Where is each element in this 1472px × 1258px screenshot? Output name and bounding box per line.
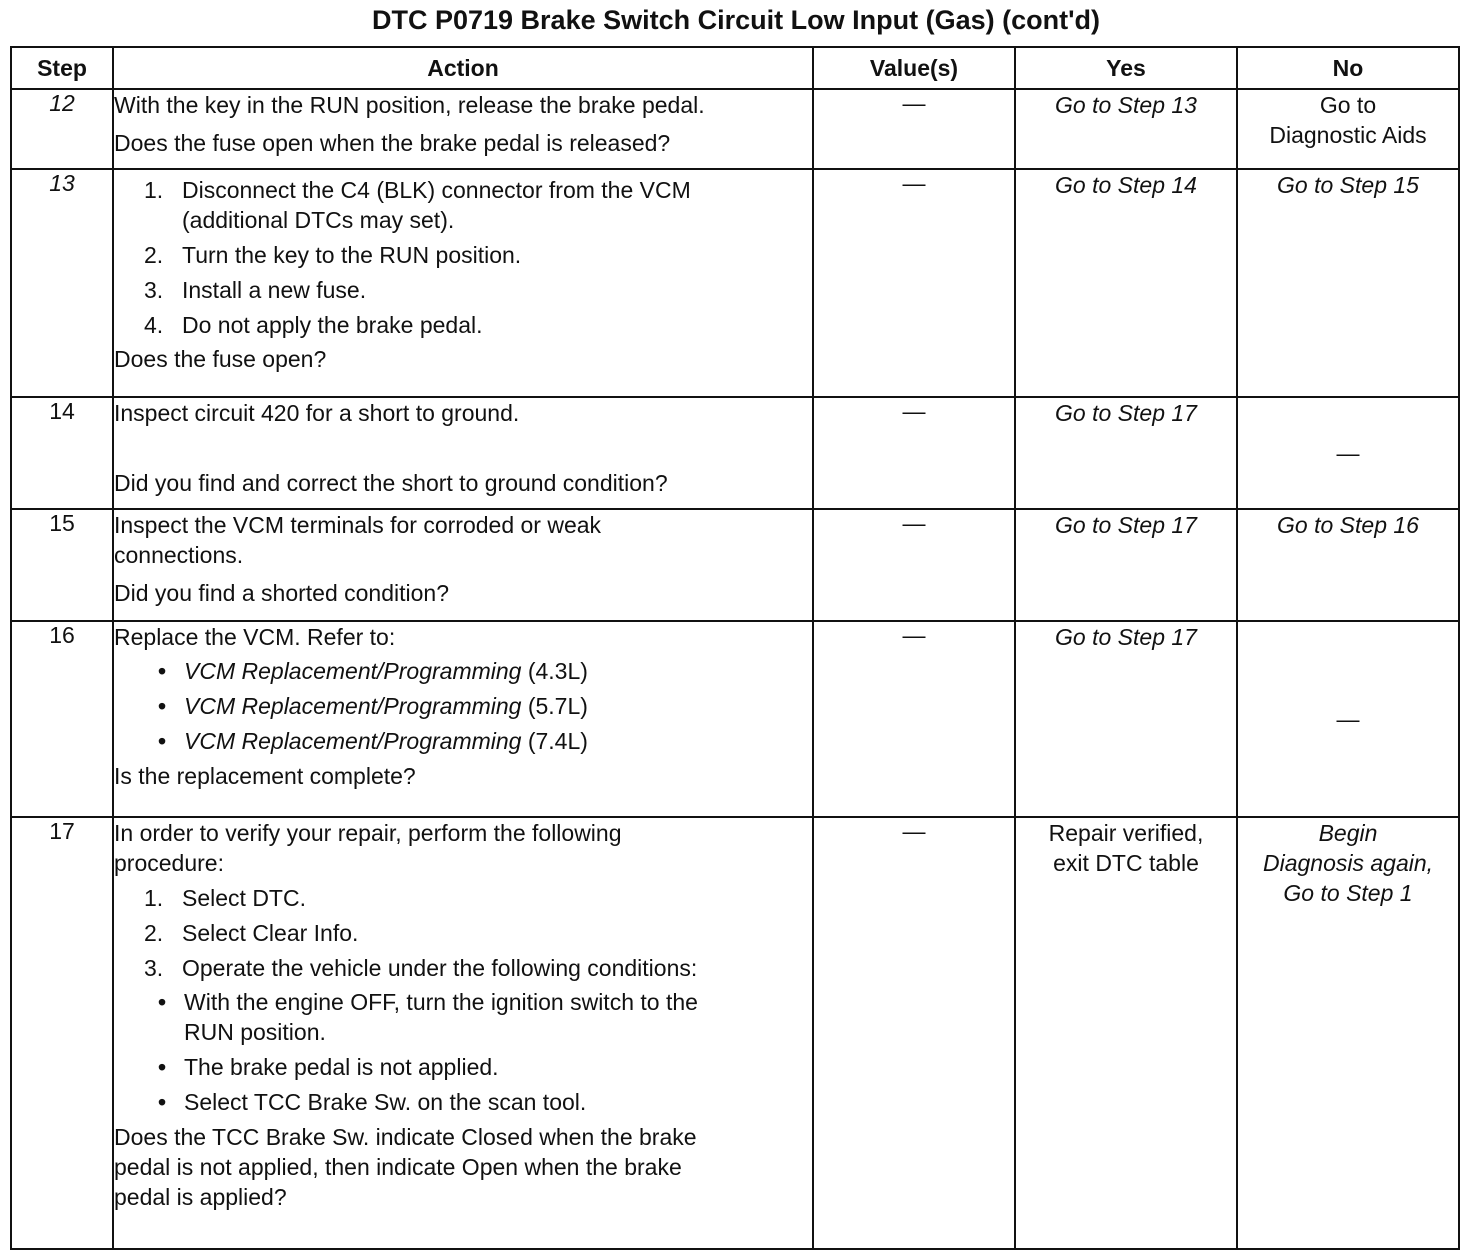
- no-text: Go to Step 15: [1277, 172, 1419, 198]
- no-text: —: [1336, 705, 1360, 732]
- list-item: [114, 175, 812, 235]
- value-text: —: [902, 510, 926, 536]
- yes-text: Go to Step 17: [1055, 512, 1197, 538]
- table-row: [11, 89, 1459, 169]
- action-question: Did you find a shorted condition?: [114, 580, 449, 606]
- action-question: pedal is applied?: [114, 1184, 287, 1210]
- yes-cell: [1015, 621, 1237, 817]
- action-text: In order to verify your repair, perform the following: [114, 820, 622, 846]
- no-cell: [1237, 509, 1459, 621]
- list-item: [114, 883, 812, 913]
- no-text: Go to: [1319, 92, 1377, 118]
- no-text: Go to Step 16: [1277, 512, 1419, 538]
- action-text: connections.: [114, 542, 244, 568]
- list-item: [114, 953, 812, 983]
- value-cell: [813, 169, 1015, 397]
- reference-link-text: VCM Replacement/Programming: [184, 658, 522, 684]
- header-values: Value(s): [813, 47, 1015, 89]
- list-text: (4.3L): [521, 658, 588, 684]
- list-item: • VCM Replacement/Programming (5.7L): [158, 693, 588, 719]
- step-number: [11, 169, 113, 397]
- table-row: [11, 169, 1459, 397]
- list-text: Operate the vehicle under the following conditions:: [182, 955, 698, 981]
- value-text: —: [902, 170, 926, 196]
- action-cell: [113, 621, 813, 817]
- action-text: Replace the VCM. Refer to:: [114, 624, 396, 650]
- action-cell: [113, 397, 813, 509]
- action-question: Did you find and correct the short to ground condition?: [114, 470, 668, 496]
- action-text: Inspect the VCM terminals for corroded or weak: [114, 512, 602, 538]
- list-text: Install a new fuse.: [182, 277, 367, 303]
- action-cell: [113, 169, 813, 397]
- numbered-list: [114, 883, 812, 983]
- value-text: —: [902, 90, 926, 116]
- no-cell: [1237, 817, 1459, 1249]
- list-item: [114, 918, 812, 948]
- value-cell: [813, 509, 1015, 621]
- action-question: Does the fuse open when the brake pedal is released?: [114, 130, 671, 156]
- list-item: • With the engine OFF, turn the ignition switch to the RUN position.: [114, 987, 812, 1047]
- no-cell: [1237, 89, 1459, 169]
- yes-text: Go to Step 13: [1055, 92, 1197, 118]
- list-text: With the engine OFF, turn the ignition switch to the: [184, 989, 698, 1015]
- step-label: 16: [49, 622, 75, 648]
- value-cell: [813, 621, 1015, 817]
- action-cell: [113, 509, 813, 621]
- header-row: [11, 47, 1459, 89]
- list-item: [114, 310, 812, 340]
- header-no: No: [1237, 47, 1459, 89]
- list-text: The brake pedal is not applied.: [184, 1054, 499, 1080]
- no-cell: [1237, 397, 1459, 509]
- bullet-list: [114, 987, 812, 1117]
- list-item: • Select TCC Brake Sw. on the scan tool.: [114, 1087, 812, 1117]
- list-number: 3.: [144, 277, 164, 303]
- yes-text: Go to Step 17: [1055, 624, 1197, 650]
- yes-text: exit DTC table: [1053, 850, 1199, 876]
- yes-cell: [1015, 89, 1237, 169]
- yes-cell: [1015, 397, 1237, 509]
- header-yes: Yes: [1015, 47, 1237, 89]
- document-title: DTC P0719 Brake Switch Circuit Low Input (Gas) (cont'd): [371, 5, 1100, 35]
- reference-link-text: VCM Replacement/Programming: [184, 693, 522, 719]
- action-cell: [113, 817, 813, 1249]
- step-number: [11, 509, 113, 621]
- list-text: Do not apply the brake pedal.: [182, 312, 483, 338]
- yes-cell: [1015, 817, 1237, 1249]
- header-action: Action: [113, 47, 813, 89]
- action-question: Does the fuse open?: [114, 346, 327, 372]
- list-item: • VCM Replacement/Programming (7.4L): [158, 728, 588, 754]
- table-row: [11, 397, 1459, 509]
- list-item: • VCM Replacement/Programming (4.3L): [158, 658, 588, 684]
- bullet-list: [114, 656, 812, 756]
- list-number: 4.: [144, 312, 164, 338]
- value-cell: [813, 817, 1015, 1249]
- list-item: [114, 275, 812, 305]
- action-text: With the key in the RUN position, release the brake pedal.: [114, 92, 705, 118]
- action-text: Inspect circuit 420 for a short to ground.: [114, 400, 520, 426]
- header-step: Step: [11, 47, 113, 89]
- action-question: Is the replacement complete?: [114, 763, 416, 789]
- list-text: Select DTC.: [182, 885, 306, 911]
- action-cell: [113, 89, 813, 169]
- value-text: —: [902, 622, 926, 648]
- list-number: 1.: [144, 885, 164, 911]
- step-label: 15: [49, 510, 75, 536]
- step-label: 14: [49, 398, 75, 424]
- value-text: —: [902, 818, 926, 844]
- action-question: pedal is not applied, then indicate Open when the brake: [114, 1154, 682, 1180]
- list-number: 2.: [144, 242, 164, 268]
- list-text: RUN position.: [184, 1019, 326, 1045]
- no-text: Diagnostic Aids: [1269, 122, 1427, 148]
- step-number: [11, 89, 113, 169]
- list-text: Select TCC Brake Sw. on the scan tool.: [184, 1089, 587, 1115]
- step-label: 12: [49, 90, 75, 116]
- list-text: Disconnect the C4 (BLK) connector from the VCM: [182, 177, 691, 203]
- no-cell: [1237, 621, 1459, 817]
- numbered-list: [114, 175, 812, 340]
- value-text: —: [902, 398, 926, 424]
- step-number: [11, 817, 113, 1249]
- yes-cell: [1015, 169, 1237, 397]
- table-row: [11, 509, 1459, 621]
- list-text: (5.7L): [521, 693, 588, 719]
- yes-text: Go to Step 17: [1055, 400, 1197, 426]
- yes-text: Repair verified,: [1048, 820, 1204, 846]
- value-cell: [813, 397, 1015, 509]
- list-number: 2.: [144, 920, 164, 946]
- step-number: [11, 397, 113, 509]
- value-cell: [813, 89, 1015, 169]
- step-number: [11, 621, 113, 817]
- list-number: 3.: [144, 955, 164, 981]
- step-label: 13: [49, 170, 75, 196]
- yes-text: Go to Step 14: [1055, 172, 1197, 198]
- no-text: Diagnosis again,: [1262, 850, 1434, 876]
- action-text: procedure:: [114, 850, 224, 876]
- step-label: 17: [49, 818, 75, 844]
- list-text: (7.4L): [521, 728, 588, 754]
- yes-cell: [1015, 509, 1237, 621]
- list-text: Select Clear Info.: [182, 920, 359, 946]
- no-text: —: [1336, 439, 1360, 466]
- no-text: Begin: [1318, 820, 1378, 846]
- no-cell: [1237, 169, 1459, 397]
- list-item: [114, 240, 812, 270]
- list-number: 1.: [144, 177, 164, 203]
- list-item: • The brake pedal is not applied.: [114, 1052, 812, 1082]
- reference-link-text: VCM Replacement/Programming: [184, 728, 522, 754]
- table-row: [11, 817, 1459, 1249]
- action-question: Does the TCC Brake Sw. indicate Closed when the brake: [114, 1124, 697, 1150]
- dtc-table: [10, 46, 1460, 1250]
- table-row: [11, 621, 1459, 817]
- no-text: Go to Step 1: [1283, 880, 1413, 906]
- list-text: (additional DTCs may set).: [182, 207, 455, 233]
- list-text: Turn the key to the RUN position.: [182, 242, 522, 268]
